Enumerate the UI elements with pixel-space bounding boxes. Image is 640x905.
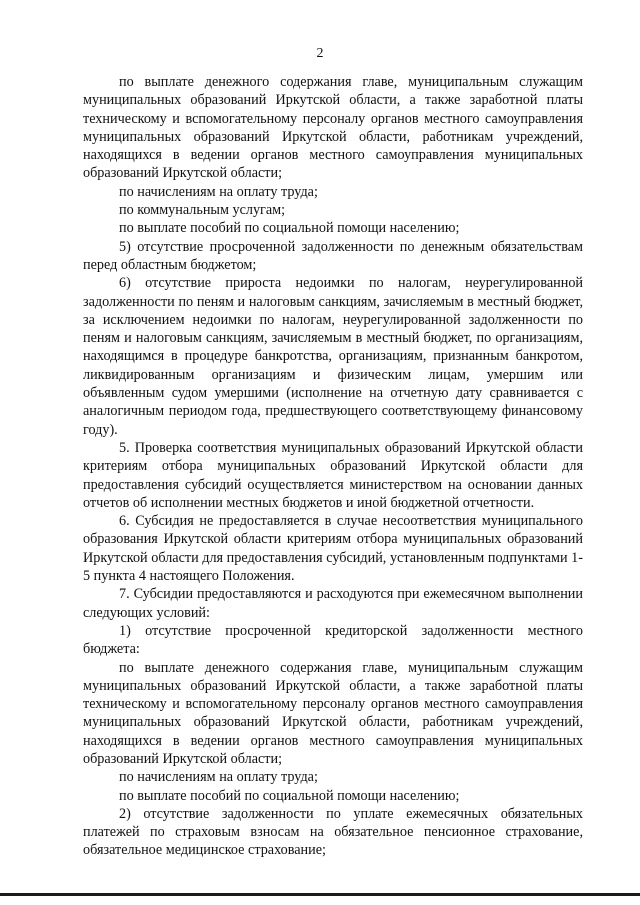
paragraph-item-6: 6) отсутствие прироста недоимки по налогам, неурегулированной задолженности по пеням и налоговым санкциям, зачисляемым в местный бюджет, за исключением недоимки по налогам, неурегулированной задолженности по пеням и налоговым санкциям, зачисляемым в местный бюджет, по организациям, находящимся в процедуре банкротства, организациям, признанным банкротом, ликвидированным организациям и физическим лицам, умершим или объявленным судом умершими (исполнение на отчетную дату сравнивается с аналогичным периодом года, предшествующего соответствующему финансовому году). [83, 275, 583, 438]
paragraph-clause-5: 5. Проверка соответствия муниципальных образований Иркутской области критериям отбора муниципальных образований Иркутской области для предоставления субсидий осуществляется министерством на основании данных отчетов об исполнении местных бюджетов и иной бюджетной отчетности. [83, 439, 583, 511]
paragraph-salary-payments: по выплате денежного содержания главе, муниципальным служащим муниципальных образований Иркутской области, а также заработной платы техническому и вспомогательному персоналу органов местного самоуправления муниципальных образований Иркутской области, работникам учреждений, находящихся в ведении органов местного самоуправления муниципальных образований Иркутской области; [83, 74, 583, 182]
paragraph-condition-2: 2) отсутствие задолженности по уплате ежемесячных обязательных платежей по страховым взносам на обязательное пенсионное страхование, обязательное медицинское страхование; [83, 805, 583, 859]
paragraph-payroll-charges-2: по начислениям на оплату труда; [119, 769, 318, 786]
paragraph-clause-6: 6. Субсидия не предоставляется в случае несоответствия муниципального образования Иркутской области критериям отбора муниципальных образований Иркутской области для предоставления субсидий, установленным подпунктами 1-5 пункта 4 настоящего Положения. [83, 513, 583, 585]
bottom-border-line [0, 893, 640, 896]
document-body [83, 73, 583, 860]
paragraph-condition-1: 1) отсутствие просроченной кредиторской задолженности местного бюджета: [83, 622, 583, 658]
paragraph-item-5: 5) отсутствие просроченной задолженности по денежным обязательствам перед областным бюджетом; [83, 238, 583, 273]
paragraph-clause-7: 7. Субсидии предоставляются и расходуются при ежемесячном выполнении следующих условий: [83, 586, 583, 621]
paragraph-utilities: по коммунальным услугам; [119, 202, 286, 219]
paragraph-social-benefits: по выплате пособий по социальной помощи населению; [119, 220, 460, 237]
paragraph-payroll-charges: по начислениям на оплату труда; [119, 183, 318, 200]
page-number: 2 [316, 46, 324, 61]
paragraph-social-benefits-2: по выплате пособий по социальной помощи населению; [119, 787, 460, 804]
paragraph-salary-payments-2: по выплате денежного содержания главе, муниципальным служащим муниципальных образований Иркутской области, а также заработной платы техническому и вспомогательному персоналу органов местного самоуправления муниципальных образований Иркутской области, работникам учреждений, находящихся в ведении органов местного самоуправления муниципальных образований Иркутской области; [83, 659, 583, 767]
